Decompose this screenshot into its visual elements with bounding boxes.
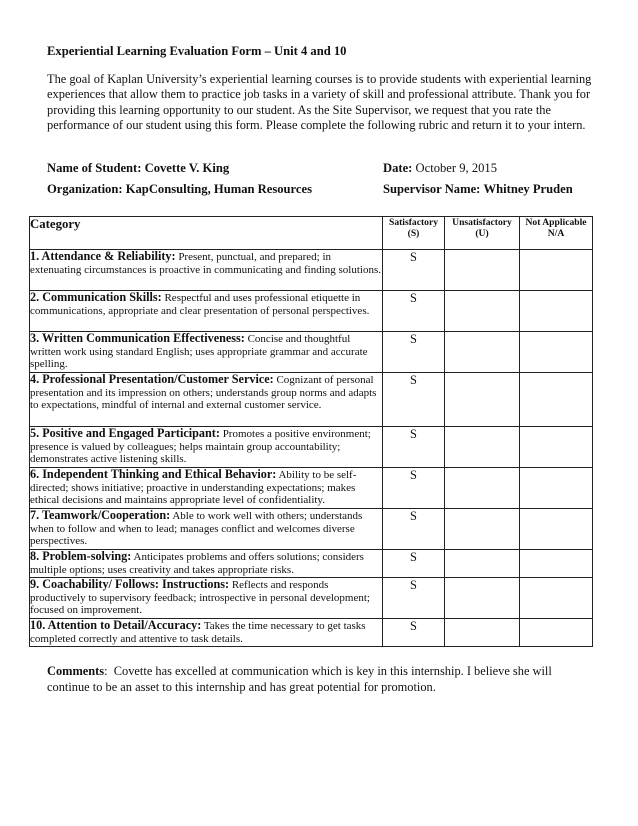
- unsatisfactory-rating-cell: [445, 332, 520, 373]
- not-applicable-rating-cell: [520, 509, 593, 550]
- not-applicable-rating-cell: [520, 427, 593, 468]
- satisfactory-rating-cell: S: [383, 619, 445, 647]
- satisfactory-rating-cell: S: [383, 578, 445, 619]
- rubric-row: [30, 619, 593, 647]
- criterion-description: Able to work well with others; understands when to follow and when to lead; manages conflict and welcomes diverse perspectives.: [30, 510, 363, 548]
- unsatisfactory-rating-cell: [445, 291, 520, 332]
- supervisor-label: Supervisor Name:: [383, 182, 481, 196]
- comments-text: Covette has excelled at communication which is key in this internship. I believe she will continue to be an asset to this internship and has great potential for promotion.: [47, 664, 552, 694]
- satisfactory-header: Satisfactory (S): [383, 217, 445, 250]
- student-name-line: [47, 161, 229, 176]
- satisfactory-rating-cell: S: [383, 291, 445, 332]
- criterion-cell: [30, 427, 383, 468]
- criterion-name: 2. Communication Skills:: [30, 290, 162, 304]
- criterion-name: 10. Attention to Detail/Accuracy:: [30, 618, 202, 632]
- not-applicable-rating-cell: [520, 578, 593, 619]
- criterion-name: 7. Teamwork/Cooperation:: [30, 508, 171, 522]
- criterion-description: Anticipates problems and offers solutions; considers multiple options; uses creativity and takes appropriate risks.: [30, 551, 364, 576]
- criterion-description: Takes the time necessary to get tasks completed correctly and attentive to task details.: [30, 620, 366, 645]
- supervisor-line: [383, 182, 573, 197]
- not-applicable-rating-cell: [520, 332, 593, 373]
- not-applicable-rating-cell: [520, 468, 593, 509]
- criterion-cell: [30, 468, 383, 509]
- criterion-cell: [30, 578, 383, 619]
- comments-colon: :: [104, 664, 114, 678]
- date-value: October 9, 2015: [415, 161, 498, 175]
- rubric-table: [29, 216, 593, 647]
- unsatisfactory-rating-cell: [445, 509, 520, 550]
- criterion-cell: [30, 250, 383, 291]
- organization-value: KapConsulting, Human Resources: [125, 182, 312, 196]
- not-applicable-rating-cell: [520, 291, 593, 332]
- unsatisfactory-rating-cell: [445, 373, 520, 427]
- criterion-cell: [30, 373, 383, 427]
- unsatisfactory-rating-cell: [445, 550, 520, 578]
- criterion-name: 1. Attendance & Reliability:: [30, 249, 176, 263]
- form-title: Experiential Learning Evaluation Form – Unit 4 and 10: [47, 44, 347, 58]
- satisfactory-rating-cell: S: [383, 550, 445, 578]
- rubric-row: [30, 550, 593, 578]
- criterion-description: Respectful and uses professional etiquette in communications, appropriate and clear presentation of personal perspectives.: [30, 292, 370, 317]
- rubric-body: [30, 250, 593, 647]
- criterion-name: 5. Positive and Engaged Participant:: [30, 426, 220, 440]
- unsatisfactory-rating-cell: [445, 468, 520, 509]
- criterion-description: Reflects and responds productively to supervisory feedback; introspective in personal development; focused on improvement.: [30, 579, 370, 617]
- criterion-name: 8. Problem-solving:: [30, 549, 132, 563]
- date-line: [383, 161, 497, 176]
- rubric-row: [30, 291, 593, 332]
- unsatisfactory-rating-cell: [445, 427, 520, 468]
- satisfactory-rating-cell: S: [383, 427, 445, 468]
- criterion-description: Ability to be self-directed; shows initiative; proactive in understanding expectations; makes ethical decisions and maintains appropriate level of confidentiality.: [30, 469, 357, 507]
- organization-label: Organization:: [47, 182, 123, 196]
- intro-paragraph: The goal of Kaplan University’s experiential learning courses is to provide students with experiential learning experiences that allow them to practice job tasks in a variety of skill and professional attribute. Thank you for providing this learning opportunity to our student. As the Site Supervisor, we request that you rate the performance of our student using this form. Please complete the following rubric and return it to your intern.: [47, 72, 592, 133]
- rubric-row: [30, 250, 593, 291]
- criterion-description: Present, punctual, and prepared; in extenuating circumstances is proactive in communicating and finding solutions.: [30, 251, 382, 276]
- unsatisfactory-rating-cell: [445, 250, 520, 291]
- not-applicable-rating-cell: [520, 619, 593, 647]
- rubric-row: [30, 332, 593, 373]
- criterion-cell: [30, 619, 383, 647]
- criterion-description: Concise and thoughtful written work using standard English; uses appropriate grammar and accurate spelling.: [30, 333, 368, 371]
- category-header: Category: [30, 217, 383, 250]
- rubric-row: [30, 578, 593, 619]
- unsatisfactory-header: Unsatisfactory (U): [445, 217, 520, 250]
- rubric-row: [30, 468, 593, 509]
- criterion-cell: [30, 509, 383, 550]
- satisfactory-rating-cell: S: [383, 468, 445, 509]
- rubric-row: [30, 373, 593, 427]
- organization-line: [47, 182, 312, 197]
- criterion-name: 4. Professional Presentation/Customer Service:: [30, 372, 274, 386]
- comments-label: Comments: [47, 664, 105, 678]
- satisfactory-rating-cell: S: [383, 250, 445, 291]
- not-applicable-rating-cell: [520, 373, 593, 427]
- criterion-name: 3. Written Communication Effectiveness:: [30, 331, 245, 345]
- not-applicable-rating-cell: [520, 550, 593, 578]
- satisfactory-rating-cell: S: [383, 509, 445, 550]
- student-name-value: Covette V. King: [144, 161, 230, 175]
- unsatisfactory-rating-cell: [445, 578, 520, 619]
- unsatisfactory-rating-cell: [445, 619, 520, 647]
- criterion-name: 6. Independent Thinking and Ethical Behavior:: [30, 467, 277, 481]
- not-applicable-rating-cell: [520, 250, 593, 291]
- satisfactory-rating-cell: S: [383, 332, 445, 373]
- rubric-header-row: [30, 217, 593, 250]
- criterion-cell: [30, 550, 383, 578]
- student-name-label: Name of Student:: [47, 161, 142, 175]
- satisfactory-rating-cell: S: [383, 373, 445, 427]
- not-applicable-header: Not Applicable N/A: [520, 217, 593, 250]
- rubric-row: [30, 427, 593, 468]
- criterion-cell: [30, 332, 383, 373]
- rubric-row: [30, 509, 593, 550]
- criterion-description: Cognizant of personal presentation and its impression on others; understands group norms and adapts to expectations, mindful of internal and external customer service.: [30, 374, 377, 412]
- supervisor-value: Whitney Pruden: [483, 182, 573, 196]
- criterion-name: 9. Coachability/ Follows: Instructions:: [30, 577, 230, 591]
- criterion-description: Promotes a positive environment; presence is valued by colleagues; helps maintain group accountability; demonstrates active listening skills.: [30, 428, 371, 466]
- date-label: Date:: [383, 161, 413, 175]
- comments-section: [47, 664, 592, 695]
- criterion-cell: [30, 291, 383, 332]
